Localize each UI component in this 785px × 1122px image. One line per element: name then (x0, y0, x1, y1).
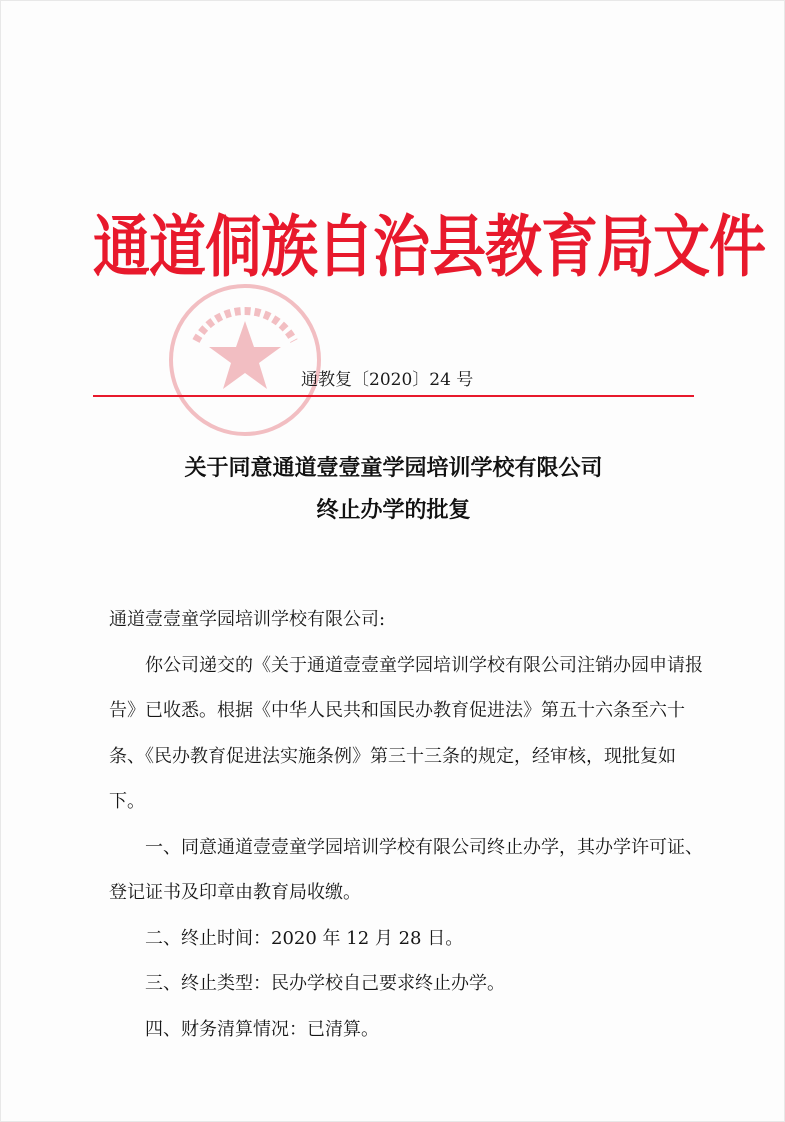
item-4: 四、财务清算情况：已清算。 (145, 1018, 379, 1040)
document-header-title: 通道侗族自治县教育局文件 (93, 207, 765, 287)
item-1: 一、同意通道壹壹童学园培训学校有限公司终止办学，其办学许可证、登记证书及印章由教育局收缴。 (109, 836, 703, 903)
document-body (109, 597, 709, 1052)
item-2: 二、终止时间：2020 年 12 月 28 日。 (145, 927, 464, 949)
title-line-1: 关于同意通道壹壹童学园培训学校有限公司 (184, 455, 603, 481)
document-number: 通教复〔2020〕24 号 (301, 370, 474, 390)
salutation: 通道壹壹童学园培训学校有限公司: (109, 609, 386, 630)
header-divider (93, 395, 694, 397)
intro-paragraph: 你公司递交的《关于通道壹壹童学园培训学校有限公司注销办园申请报告》已收悉。根据《中华人民共和国民办教育促进法》第五十六条至六十条、《民办教育促进法实施条例》第三十三条的规定，经审核，现批复如下。 (109, 654, 703, 812)
item-3: 三、终止类型：民办学校自己要求终止办学。 (145, 973, 505, 994)
document-title (61, 447, 726, 531)
official-seal (166, 281, 324, 439)
title-line-2: 终止办学的批复 (316, 497, 471, 523)
